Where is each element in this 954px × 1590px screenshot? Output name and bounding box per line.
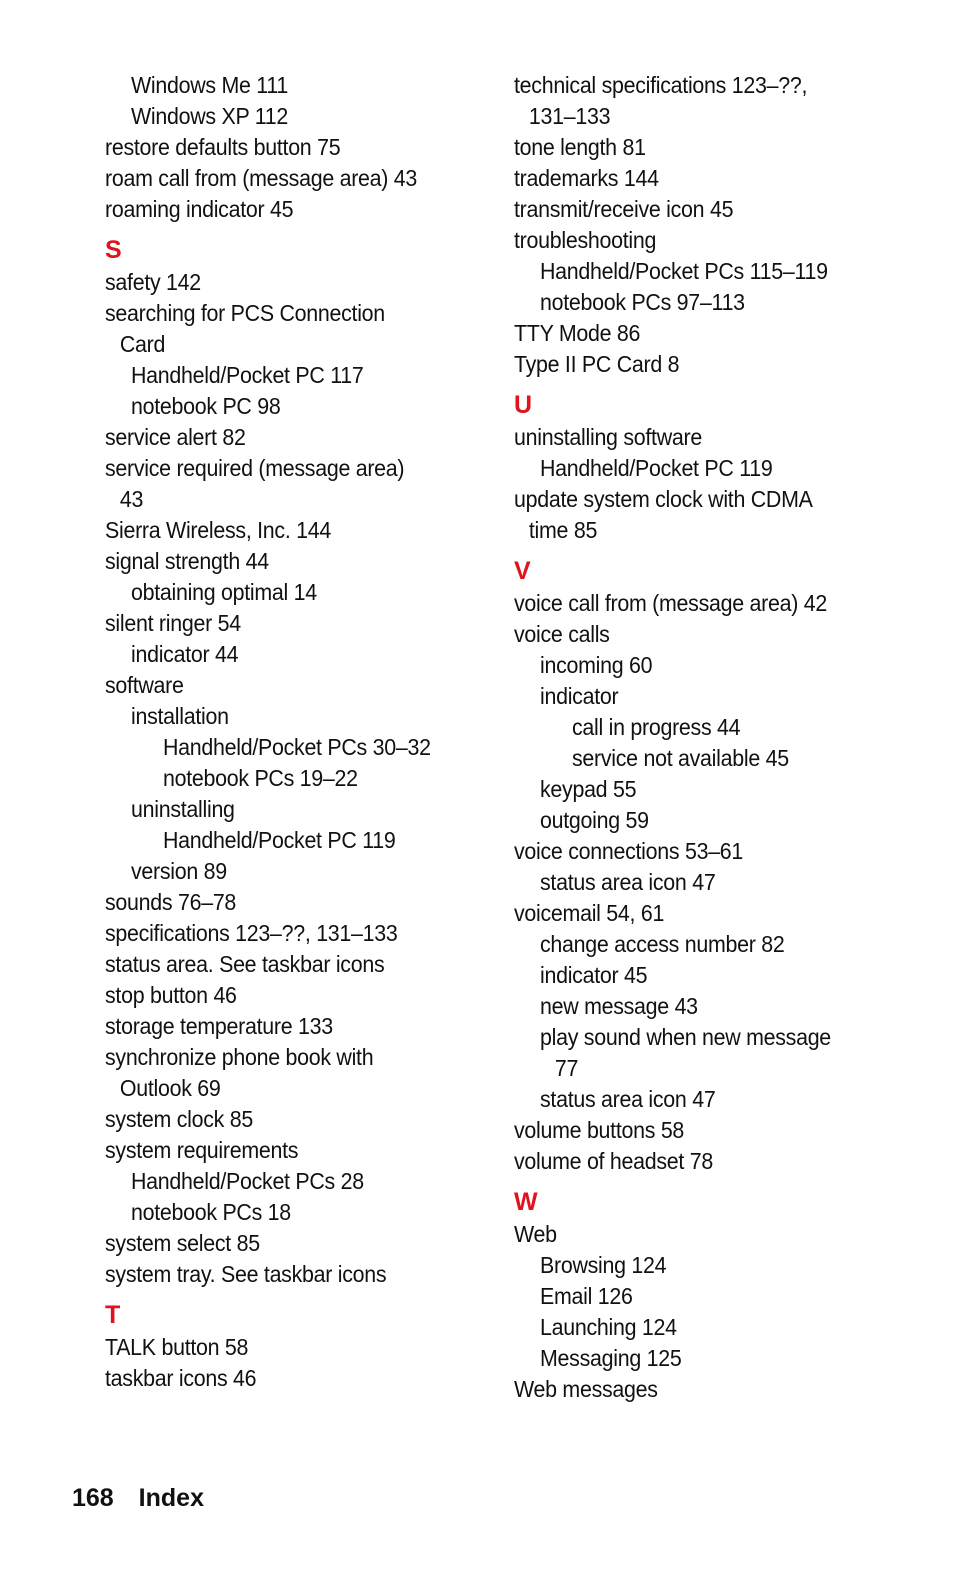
index-entry — [514, 681, 934, 712]
index-entry — [514, 1115, 934, 1146]
index-entry-text: service not available 45 — [572, 745, 789, 771]
index-entry-text: voice calls — [514, 621, 610, 647]
index-entry-text: Email 126 — [540, 1283, 633, 1309]
index-entry-text: service alert 82 — [105, 424, 246, 450]
index-entry-continuation: 43 — [119, 486, 144, 512]
index-entry — [105, 639, 485, 670]
index-entry — [514, 1312, 934, 1343]
index-entry — [105, 1228, 485, 1259]
index-entry-continuation: Outlook 69 — [119, 1075, 221, 1101]
index-entry-text: volume buttons 58 — [514, 1117, 685, 1143]
page-footer — [72, 1484, 204, 1513]
index-entry-continuation: 77 — [554, 1055, 579, 1081]
index-entry-text: outgoing 59 — [540, 807, 649, 833]
index-entry — [105, 577, 485, 608]
index-entry-text: Windows XP 112 — [131, 103, 289, 129]
index-entry-text: Messaging 125 — [540, 1345, 682, 1371]
index-letter-heading: U — [514, 391, 533, 419]
section-title: Index — [138, 1484, 204, 1512]
index-entry — [514, 484, 934, 546]
index-entry-text: Web — [514, 1221, 557, 1247]
index-entry-text: status area icon 47 — [540, 869, 716, 895]
index-entry-text: signal strength 44 — [105, 548, 269, 574]
index-entry-text: obtaining optimal 14 — [131, 579, 317, 605]
index-entry — [514, 1219, 934, 1250]
index-entry — [105, 1363, 485, 1394]
index-entry — [514, 1374, 934, 1405]
index-entry-text: update system clock with CDMA — [514, 486, 813, 512]
index-entry-continuation: 131–133 — [528, 103, 611, 129]
index-entry-text: system tray. See taskbar icons — [105, 1261, 387, 1287]
index-entry — [514, 836, 934, 867]
index-entry — [514, 1022, 934, 1084]
index-entry-text: uninstalling — [131, 796, 235, 822]
index-entry — [514, 1146, 934, 1177]
index-entry — [514, 225, 934, 256]
index-entry — [514, 712, 934, 743]
index-entry — [105, 887, 485, 918]
page-number: 168 — [72, 1484, 114, 1512]
index-entry-text: safety 142 — [105, 269, 201, 295]
index-entry — [105, 856, 485, 887]
index-entry — [105, 1166, 485, 1197]
index-column-right — [514, 70, 934, 1405]
index-entry-text: new message 43 — [540, 993, 698, 1019]
index-entry-text: searching for PCS Connection — [105, 300, 385, 326]
index-entry-text: uninstalling software — [514, 424, 702, 450]
index-entry — [514, 163, 934, 194]
index-column-left — [105, 70, 485, 1394]
index-entry-text: Handheld/Pocket PCs 28 — [131, 1168, 364, 1194]
index-entry-text: roam call from (message area) 43 — [105, 165, 418, 191]
index-entry — [105, 825, 485, 856]
index-entry-text: restore defaults button 75 — [105, 134, 341, 160]
index-entry-text: notebook PCs 97–113 — [540, 289, 745, 315]
index-entry — [514, 1084, 934, 1115]
index-entry — [105, 949, 485, 980]
index-entry-text: technical specifications 123–??, — [514, 72, 808, 98]
index-entry-text: troubleshooting — [514, 227, 657, 253]
index-entry-text: Browsing 124 — [540, 1252, 667, 1278]
index-entry-text: installation — [131, 703, 229, 729]
index-entry-text: voice call from (message area) 42 — [514, 590, 827, 616]
index-entry-text: software — [105, 672, 184, 698]
index-entry-text: voicemail 54, 61 — [514, 900, 665, 926]
index-entry-text: indicator 44 — [131, 641, 239, 667]
index-entry-text: volume of headset 78 — [514, 1148, 713, 1174]
index-entry-text: Sierra Wireless, Inc. 144 — [105, 517, 332, 543]
index-entry-text: notebook PC 98 — [131, 393, 281, 419]
index-entry — [514, 774, 934, 805]
index-entry-continuation: time 85 — [528, 517, 598, 543]
index-entry-text: Handheld/Pocket PC 119 — [540, 455, 773, 481]
index-entry — [105, 980, 485, 1011]
index-entry — [105, 918, 485, 949]
index-entry-text: tone length 81 — [514, 134, 646, 160]
index-entry — [514, 960, 934, 991]
index-entry — [105, 453, 485, 515]
index-entry-text: status area. See taskbar icons — [105, 951, 385, 977]
index-entry-text: system requirements — [105, 1137, 299, 1163]
index-entry-text: specifications 123–??, 131–133 — [105, 920, 398, 946]
index-entry-text: storage temperature 133 — [105, 1013, 333, 1039]
index-entry — [514, 422, 934, 453]
index-entry — [514, 619, 934, 650]
index-entry — [105, 763, 485, 794]
index-entry — [105, 794, 485, 825]
index-letter-heading: W — [514, 1188, 538, 1216]
index-entry — [105, 1197, 485, 1228]
index-entry — [105, 298, 485, 360]
index-entry — [514, 588, 934, 619]
index-entry-text: call in progress 44 — [572, 714, 741, 740]
index-entry-text: trademarks 144 — [514, 165, 659, 191]
index-entry — [105, 1011, 485, 1042]
index-entry-text: silent ringer 54 — [105, 610, 241, 636]
index-entry — [105, 701, 485, 732]
index-entry — [105, 422, 485, 453]
index-entry — [514, 194, 934, 225]
index-entry-text: notebook PCs 19–22 — [163, 765, 358, 791]
index-entry-text: indicator 45 — [540, 962, 648, 988]
index-entry-text: status area icon 47 — [540, 1086, 716, 1112]
index-entry-text: Launching 124 — [540, 1314, 677, 1340]
index-entry-text: sounds 76–78 — [105, 889, 237, 915]
index-entry — [105, 546, 485, 577]
index-entry — [514, 318, 934, 349]
index-entry — [105, 101, 485, 132]
index-entry-text: keypad 55 — [540, 776, 637, 802]
index-entry — [105, 732, 485, 763]
index-entry — [514, 453, 934, 484]
index-entry — [514, 1250, 934, 1281]
index-entry-text: change access number 82 — [540, 931, 785, 957]
index-entry-text: synchronize phone book with — [105, 1044, 374, 1070]
index-entry — [105, 391, 485, 422]
index-entry — [105, 515, 485, 546]
index-entry — [514, 898, 934, 929]
index-entry-text: transmit/receive icon 45 — [514, 196, 734, 222]
index-entry-text: incoming 60 — [540, 652, 653, 678]
index-entry — [514, 132, 934, 163]
index-entry-text: Handheld/Pocket PCs 115–119 — [540, 258, 828, 284]
index-entry — [514, 805, 934, 836]
index-entry — [514, 1281, 934, 1312]
index-entry — [514, 256, 934, 287]
index-entry-text: service required (message area) — [105, 455, 405, 481]
index-entry-text: roaming indicator 45 — [105, 196, 294, 222]
index-entry — [514, 650, 934, 681]
index-entry — [514, 349, 934, 380]
index-entry-text: Handheld/Pocket PC 119 — [163, 827, 396, 853]
index-entry-text: Handheld/Pocket PCs 30–32 — [163, 734, 431, 760]
index-entry — [105, 360, 485, 391]
index-entry-text: version 89 — [131, 858, 227, 884]
index-entry-text: system select 85 — [105, 1230, 260, 1256]
index-entry-text: notebook PCs 18 — [131, 1199, 291, 1225]
index-entry — [105, 1259, 485, 1290]
index-entry — [514, 70, 934, 132]
index-entry — [105, 1332, 485, 1363]
index-entry — [514, 743, 934, 774]
index-entry-text: TTY Mode 86 — [514, 320, 641, 346]
index-entry-text: TALK button 58 — [105, 1334, 249, 1360]
index-entry — [514, 287, 934, 318]
index-entry-text: taskbar icons 46 — [105, 1365, 257, 1391]
index-entry — [105, 194, 485, 225]
index-entry — [105, 267, 485, 298]
index-letter-heading: S — [105, 236, 122, 264]
index-entry — [105, 70, 485, 101]
index-entry-continuation: Card — [119, 331, 166, 357]
index-entry-text: Handheld/Pocket PC 117 — [131, 362, 364, 388]
index-entry-text: Type II PC Card 8 — [514, 351, 680, 377]
index-entry — [514, 1343, 934, 1374]
index-entry-text: Windows Me 111 — [131, 72, 288, 98]
index-entry — [105, 670, 485, 701]
index-entry — [105, 1042, 485, 1104]
index-entry-text: Web messages — [514, 1376, 658, 1402]
index-entry — [105, 1135, 485, 1166]
index-entry — [105, 163, 485, 194]
index-entry-text: play sound when new message — [540, 1024, 831, 1050]
index-entry-text: system clock 85 — [105, 1106, 253, 1132]
index-entry — [514, 867, 934, 898]
index-entry — [514, 991, 934, 1022]
index-entry-text: stop button 46 — [105, 982, 237, 1008]
index-entry-text: indicator — [540, 683, 619, 709]
index-entry — [105, 1104, 485, 1135]
index-entry-text: voice connections 53–61 — [514, 838, 744, 864]
index-letter-heading: V — [514, 557, 531, 585]
index-entry — [514, 929, 934, 960]
index-letter-heading: T — [105, 1301, 121, 1329]
index-entry — [105, 608, 485, 639]
index-entry — [105, 132, 485, 163]
